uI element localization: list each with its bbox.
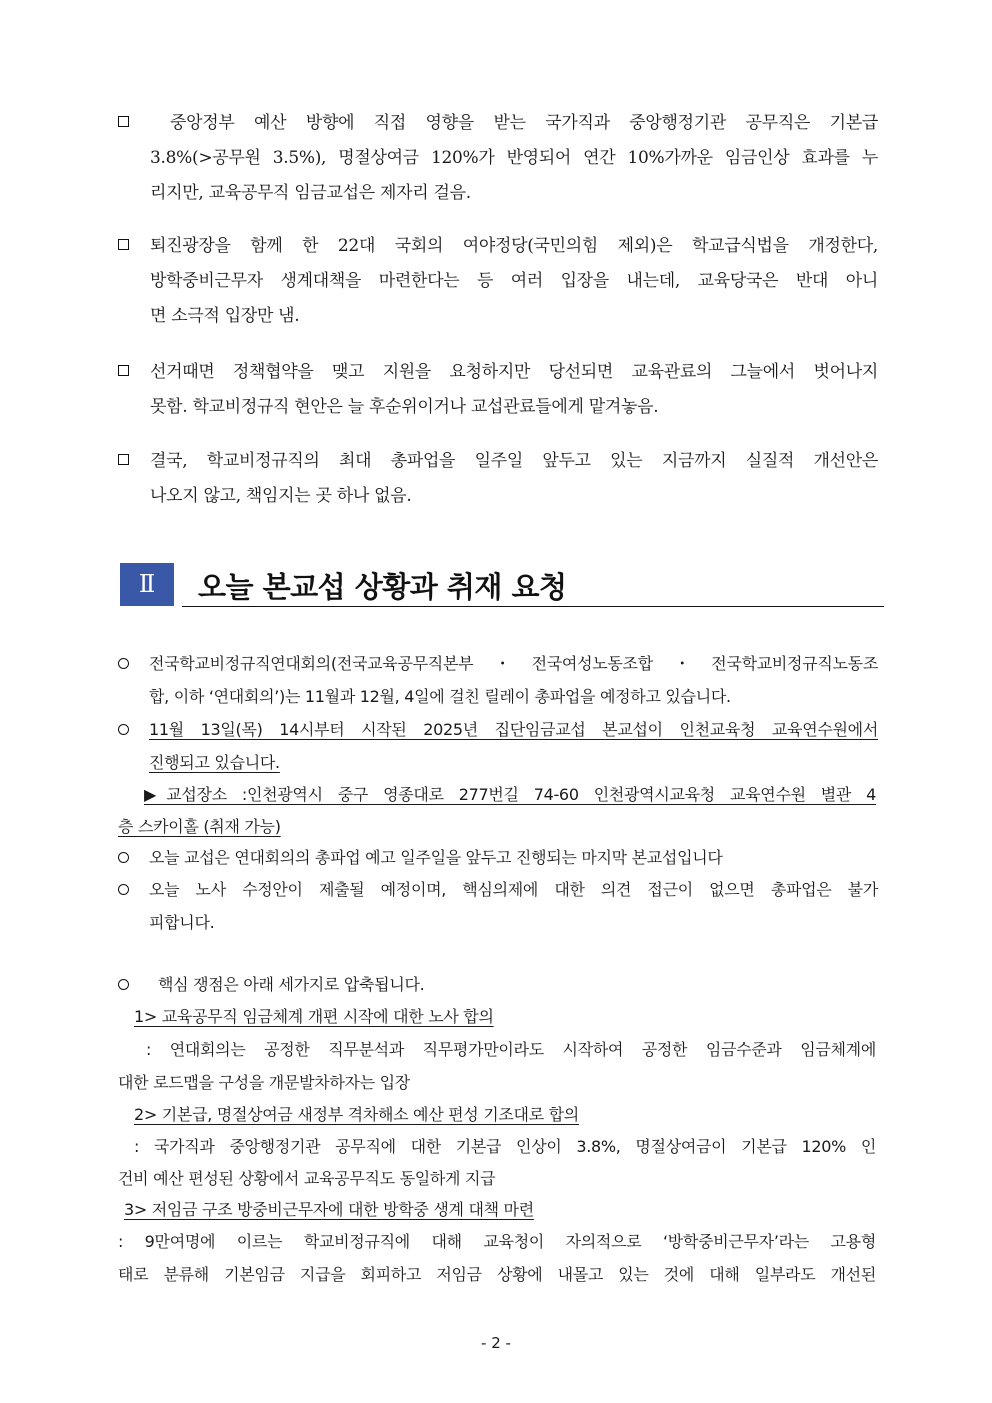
paragraph-line: 면 소극적 입장만 냄. [150, 306, 300, 326]
intro-bullet [118, 444, 878, 514]
paragraph-line: 핵심 쟁점은 아래 세가지로 압축됩니다. [158, 975, 425, 994]
paragraph-line: 리지만, 교육공무직 임금교섭은 제자리 걸음. [150, 183, 471, 203]
section-title: 오늘 본교섭 상황과 취재 요청 [198, 570, 567, 604]
circle-bullet-item [118, 873, 878, 939]
paragraph-line: 선거때면 정책협약을 맺고 지원을 요청하지만 당선되면 교육관료의 그늘에서 벗어나지 [150, 362, 878, 382]
circle-bullet-icon [118, 658, 129, 669]
paragraph-line: 나오지 않고, 책임지는 곳 하나 없음. [150, 486, 412, 506]
circle-bullet-icon [118, 979, 129, 990]
square-bullet-icon [118, 454, 129, 465]
paragraph-line: 진행되고 있습니다. [149, 753, 280, 772]
square-bullet-icon [118, 365, 129, 376]
paragraph-line: 퇴진광장을 함께 한 22대 국회의 여야정당(국민의힘 제외)은 학교급식법을 개정한다, [150, 236, 878, 256]
paragraph-line: 오늘 노사 수정안이 제출될 예정이며, 핵심의제에 대한 의견 접근이 없으면 총파업은 불가 [149, 880, 878, 899]
intro-bullet [118, 355, 878, 425]
issue-description: : 국가직과 중앙행정기관 공무직에 대한 기본급 인상이 3.8%, 명절상여금이 기본급 120% 인 [134, 1137, 876, 1156]
paragraph-line: 못함. 학교비정규직 현안은 늘 후순위이거나 교섭관료들에게 맡겨놓음. [150, 397, 659, 417]
section-heading [120, 563, 884, 607]
circle-bullet-item [118, 713, 878, 779]
paragraph-line: 합, 이하 ‘연대회의’)는 11월과 12월, 4일에 걸친 릴레이 총파업을 예정하고 있습니다. [149, 687, 731, 706]
issue-heading: 3> 저임금 구조 방중비근무자에 대한 방학중 생계 대책 마련 [124, 1200, 534, 1219]
paragraph-line: 중앙정부 예산 방향에 직접 영향을 받는 국가직과 중앙행정기관 공무직은 기본급 [170, 113, 878, 133]
paragraph-line: 피합니다. [149, 913, 215, 932]
page-number: - 2 - [481, 1334, 511, 1352]
section-number-box: Ⅱ [120, 563, 174, 606]
intro-bullet [118, 106, 878, 211]
circle-bullet-item [118, 841, 878, 874]
paragraph-line: 전국학교비정규직연대회의(전국교육공무직본부・전국여성노동조합・전국학교비정규직노동조 [149, 654, 878, 673]
issue-description: : 9만여명에 이르는 학교비정규직에 대해 교육청이 자의적으로 ‘방학중비근무자’라는 고용형 [118, 1232, 876, 1251]
circle-bullet-icon [118, 724, 129, 735]
circle-bullet-icon [118, 884, 129, 895]
paragraph-line: 11월 13일(목) 14시부터 시작된 2025년 집단임금교섭 본교섭이 인천교육청 교육연수원에서 [149, 720, 878, 739]
circle-bullet-item [118, 968, 878, 1001]
issue-heading: 2> 기본급, 명절상여금 새정부 격차해소 예산 편성 기조대로 합의 [134, 1105, 579, 1124]
venue-line: ▶교섭장소 :인천광역시 중구 영종대로 277번길 74-60 인천광역시교육청 교육연수원 별관 4 [144, 785, 876, 804]
paragraph-line: 3.8%(>공무원 3.5%), 명절상여금 120%가 반영되어 연간 10%가까운 임금인상 효과를 누 [150, 148, 878, 168]
intro-bullet [118, 229, 878, 334]
paragraph-line: 결국, 학교비정규직의 최대 총파업을 일주일 앞두고 있는 지금까지 실질적 개선안은 [150, 451, 878, 471]
issue-description: : 연대회의는 공정한 직무분석과 직무평가만이라도 시작하여 공정한 임금수준과 임금체계에 [146, 1040, 876, 1059]
section-underline [182, 606, 884, 608]
venue-line: 층 스카이홀 (취재 가능) [118, 817, 281, 836]
issue-description: 태로 분류해 기본임금 지급을 회피하고 저임금 상황에 내몰고 있는 것에 대해 일부라도 개선된 [118, 1265, 876, 1284]
issue-description: 대한 로드맵을 구성을 개문발차하자는 입장 [118, 1073, 410, 1092]
issue-heading: 1> 교육공무직 임금체계 개편 시작에 대한 노사 합의 [134, 1007, 494, 1026]
square-bullet-icon [118, 116, 129, 127]
paragraph-line: 오늘 교섭은 연대회의의 총파업 예고 일주일을 앞두고 진행되는 마지막 본교섭입니다 [149, 848, 723, 867]
circle-bullet-icon [118, 852, 129, 863]
issue-description: 건비 예산 편성된 상황에서 교육공무직도 동일하게 지급 [118, 1169, 496, 1188]
square-bullet-icon [118, 239, 129, 250]
circle-bullet-item [118, 647, 878, 713]
paragraph-line: 방학중비근무자 생계대책을 마련한다는 등 여러 입장을 내는데, 교육당국은 반대 아니 [150, 271, 878, 291]
